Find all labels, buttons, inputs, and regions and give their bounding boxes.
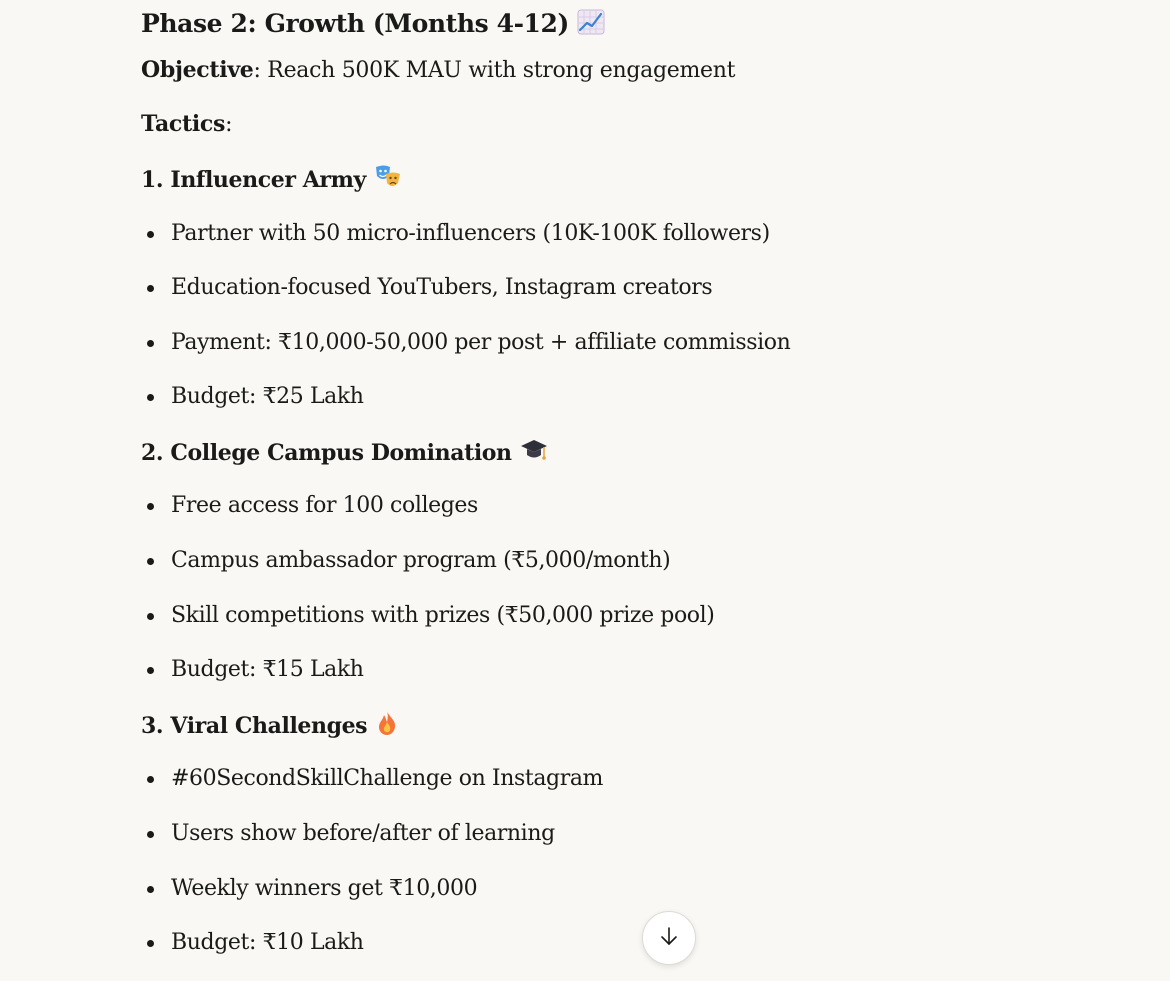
list-item: #60SecondSkillChallenge on Instagram [171, 764, 603, 794]
fire-icon [375, 710, 399, 744]
objective-label: Objective [141, 57, 254, 83]
list-item: Campus ambassador program (₹5,000/month) [171, 546, 670, 576]
arrow-down-icon [658, 925, 680, 951]
objective-line [141, 55, 735, 86]
tactic-title-text: 1. Influencer Army [141, 167, 366, 193]
list-item: Payment: ₹10,000-50,000 per post + affiliate commission [171, 328, 790, 358]
list-item: Weekly winners get ₹10,000 [171, 874, 477, 904]
tactic-title-text: 2. College Campus Domination [141, 440, 512, 466]
list-item: Skill competitions with prizes (₹50,000 prize pool) [171, 601, 714, 631]
list-item: Budget: ₹25 Lakh [171, 382, 364, 412]
chart-increasing-icon [577, 9, 605, 45]
objective-text: : Reach 500K MAU with strong engagement [253, 58, 736, 83]
list-item: Budget: ₹15 Lakh [171, 655, 364, 685]
list-item: Education-focused YouTubers, Instagram creators [171, 273, 712, 303]
tactics-suffix: : [225, 112, 233, 137]
list-item: Free access for 100 colleges [171, 491, 478, 521]
phase-title-text: Phase 2: Growth (Months 4-12) [141, 9, 569, 38]
list-item: Partner with 50 micro-influencers (10K-100K followers) [171, 219, 770, 249]
tactic-title-text: 3. Viral Challenges [141, 713, 368, 739]
list-item: Users show before/after of learning [171, 819, 555, 849]
tactic-title-influencer-army [141, 164, 402, 198]
graduation-cap-icon [520, 437, 548, 471]
list-item: Budget: ₹10 Lakh [171, 928, 364, 958]
performing-arts-icon [374, 164, 402, 198]
tactics-label: Tactics [141, 111, 226, 137]
scroll-to-bottom-button[interactable] [642, 911, 696, 965]
phase-title [141, 6, 605, 45]
tactics-heading [141, 109, 232, 140]
tactic-title-college-campus [141, 437, 548, 471]
tactic-title-viral-challenges [141, 710, 399, 744]
